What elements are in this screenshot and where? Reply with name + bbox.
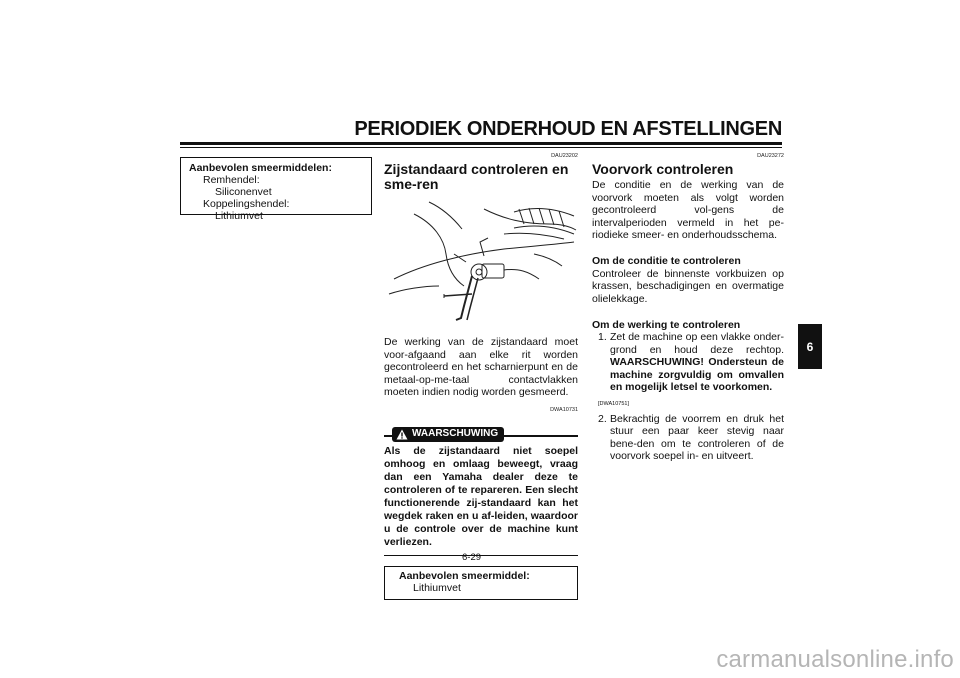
recommended-lubricant-box <box>384 566 578 600</box>
sidestand-paragraph: De werking van de zijstandaard moet voor-afgaand aan elke rit worden gecontroleerd en het scharnierpunt en de metaal-op-me-taal contactvlakken moeten indien nodig worden gesmeerd. <box>384 336 578 399</box>
step-text: Zet de machine op een vlakke onder-grond en houd deze rechtop. <box>610 331 784 356</box>
warning-header <box>384 423 578 441</box>
sidestand-illustration <box>384 194 578 322</box>
page-number: 6-29 <box>462 552 482 563</box>
lubricant-item: Koppelingshendel: <box>203 198 290 210</box>
warning-label: WAARSCHUWING <box>412 428 499 440</box>
middle-column <box>384 150 578 600</box>
recommended-lubricant-title: Aanbevolen smeermiddel: <box>399 570 530 583</box>
step-body <box>610 331 784 393</box>
step-warning: WAARSCHUWING! Ondersteun de machine zorgvuldig om omvallen en mogelijk letsel te voorkomen. <box>610 356 784 394</box>
lubricants-box <box>180 157 372 222</box>
section-code: DAU23272 <box>757 153 784 159</box>
right-column <box>592 150 784 463</box>
warning-triangle-icon <box>396 429 408 440</box>
step-warning-code: [DWA10751] <box>598 400 629 407</box>
chapter-tab: 6 <box>798 324 822 369</box>
section-heading: Voorvork controleren <box>592 161 734 178</box>
step-number: 1. <box>598 331 607 344</box>
header-rule <box>180 142 782 145</box>
section-heading: Zijstandaard controleren en sme-ren <box>384 161 569 193</box>
condition-text: Controleer de binnenste vorkbuizen op krassen, beschadigingen en overmatige olielekkage. <box>592 267 784 305</box>
warning-code: DWA10731 <box>550 407 578 414</box>
step-number: 2. <box>598 412 607 425</box>
step-item <box>592 331 784 409</box>
page-title: PERIODIEK ONDERHOUD EN AFSTELLINGEN <box>354 118 782 140</box>
lubricants-box-title: Aanbevolen smeermiddelen: <box>189 162 332 174</box>
lubricant-item: Remhendel: <box>203 174 260 186</box>
lubricant-item: Siliconenvet <box>215 186 272 198</box>
step-text: Bekrachtig de voorrem en druk het stuur een paar keer stevig naar bene-den om te controleren of de voorvork soepel in- en uitveert. <box>610 412 784 463</box>
watermark: carmanualsonline.info <box>716 646 954 673</box>
warning-text: Als de zijstandaard niet soepel omhoog en omlaag beweegt, vraag dan een Yamaha dealer deze te controleren of te repareren. Een slecht functionerende zij-standaard kan het wegdek raken en u af-leiden, waardoor u de controle over de machine kunt verliezen. <box>384 444 578 548</box>
header-rule-thin <box>180 147 782 148</box>
recommended-lubricant-value: Lithiumvet <box>413 582 461 595</box>
subheading-condition: Om de conditie te controleren <box>592 255 741 268</box>
fork-intro: De conditie en de werking van de voorvork moeten als volgt worden gecontroleerd vol-gens de intervalperioden vermeld in het pe-riodieke smeer- en onderhoudsschema. <box>592 179 784 242</box>
warning-badge <box>392 427 504 442</box>
subheading-operation: Om de werking te controleren <box>592 319 741 332</box>
operation-steps <box>592 331 784 462</box>
lubricant-item: Lithiumvet <box>215 210 263 222</box>
section-code: DAU23202 <box>551 153 578 159</box>
step-item <box>592 413 784 463</box>
